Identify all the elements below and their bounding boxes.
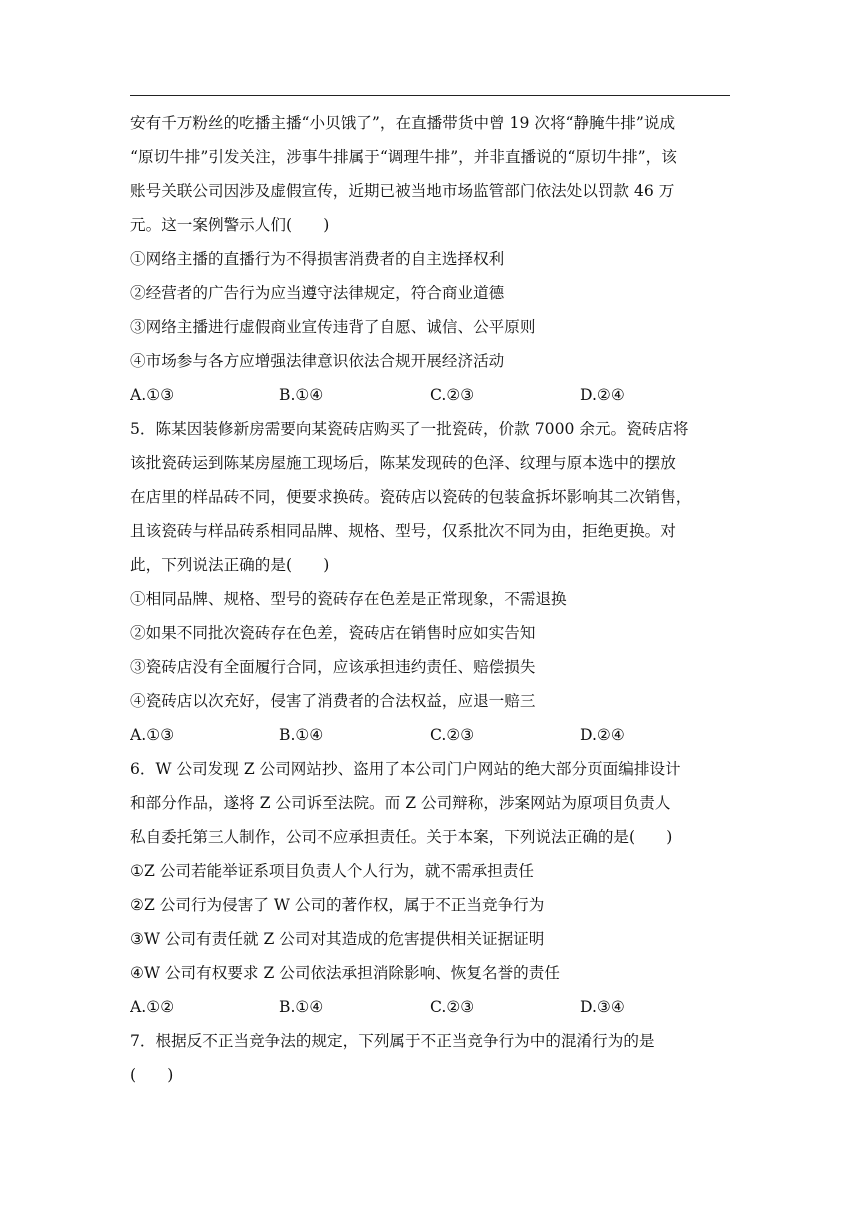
statement-option: ②Z 公司行为侵害了 W 公司的著作权，属于不正当竞争行为 (130, 896, 545, 914)
statement-option: ③W 公司有责任就 Z 公司对其造成的危害提供相关证据证明 (130, 930, 545, 948)
question-4 (130, 106, 732, 412)
statement-option: ①网络主播的直播行为不得损害消费者的自主选择权利 (130, 250, 505, 268)
choice-d: D.②④ (580, 386, 625, 404)
header-rule (130, 95, 730, 96)
statement-option: ④W 公司有权要求 Z 公司依法承担消除影响、恢复名誉的责任 (130, 964, 560, 982)
question-stem-line: 安有千万粉丝的吃播主播“小贝饿了”，在直播带货中曾 19 次将“静腌牛排”说成 (130, 114, 676, 132)
question-6 (130, 752, 732, 1024)
question-stem-line: “原切牛排”引发关注，涉事牛排属于“调理牛排”，并非直播说的“原切牛排”，该 (130, 148, 677, 166)
statement-option: ②经营者的广告行为应当遵守法律规定，符合商业道德 (130, 284, 505, 302)
choice-a: A.①③ (130, 726, 175, 744)
answer-choices (130, 378, 732, 412)
question-stem-line: ( ) (130, 1066, 174, 1084)
question-stem-line: 该批瓷砖运到陈某房屋施工现场后，陈某发现砖的色泽、纹理与原本选中的摆放 (130, 454, 676, 472)
choice-c: C.②③ (430, 726, 475, 744)
question-stem-line: 和部分作品，遂将 Z 公司诉至法院。而 Z 公司辩称，涉案网站为原项目负责人 (130, 794, 671, 812)
question-stem-line: 且该瓷砖与样品砖系相同品牌、规格、型号，仅系批次不同为由，拒绝更换。对 (130, 522, 676, 540)
choice-c: C.②③ (430, 386, 475, 404)
question-5 (130, 412, 732, 752)
choice-c: C.②③ (430, 998, 475, 1016)
page-content (130, 106, 732, 1092)
choice-b: B.①④ (279, 998, 324, 1016)
statement-option: ②如果不同批次瓷砖存在色差，瓷砖店在销售时应如实告知 (130, 624, 536, 642)
question-stem-line: 账号关联公司因涉及虚假宣传，近期已被当地市场监管部门依法处以罚款 46 万 (130, 182, 675, 200)
statement-option: ③网络主播进行虚假商业宣传违背了自愿、诚信、公平原则 (130, 318, 536, 336)
question-stem-line: 5．陈某因装修新房需要向某瓷砖店购买了一批瓷砖，价款 7000 余元。瓷砖店将 (130, 420, 689, 438)
question-stem-line: 私自委托第三人制作，公司不应承担责任。关于本案，下列说法正确的是( ) (130, 828, 673, 846)
question-stem-line: 6．W 公司发现 Z 公司网站抄、盗用了本公司门户网站的绝大部分页面编排设计 (130, 760, 681, 778)
choice-d: D.②④ (580, 726, 625, 744)
question-stem-line: 元。这一案例警示人们( ) (130, 216, 330, 234)
statement-option: ③瓷砖店没有全面履行合同，应该承担违约责任、赔偿损失 (130, 658, 536, 676)
statement-option: ①相同品牌、规格、型号的瓷砖存在色差是正常现象，不需退换 (130, 590, 567, 608)
question-stem-line: 在店里的样品砖不同，便要求换砖。瓷砖店以瓷砖的包装盒拆坏影响其二次销售， (130, 488, 692, 506)
statement-option: ①Z 公司若能举证系项目负责人个人行为，就不需承担责任 (130, 862, 535, 880)
answer-choices (130, 718, 732, 752)
question-stem-line: 7．根据反不正当竞争法的规定，下列属于不正当竞争行为中的混淆行为的是 (130, 1032, 655, 1050)
answer-choices (130, 990, 732, 1024)
choice-a: A.①② (130, 998, 175, 1016)
question-stem-line: 此，下列说法正确的是( ) (130, 556, 330, 574)
choice-d: D.③④ (580, 998, 625, 1016)
question-7 (130, 1024, 732, 1092)
choice-b: B.①④ (279, 726, 324, 744)
choice-a: A.①③ (130, 386, 175, 404)
statement-option: ④市场参与各方应增强法律意识依法合规开展经济活动 (130, 352, 505, 370)
choice-b: B.①④ (279, 386, 324, 404)
statement-option: ④瓷砖店以次充好，侵害了消费者的合法权益，应退一赔三 (130, 692, 536, 710)
